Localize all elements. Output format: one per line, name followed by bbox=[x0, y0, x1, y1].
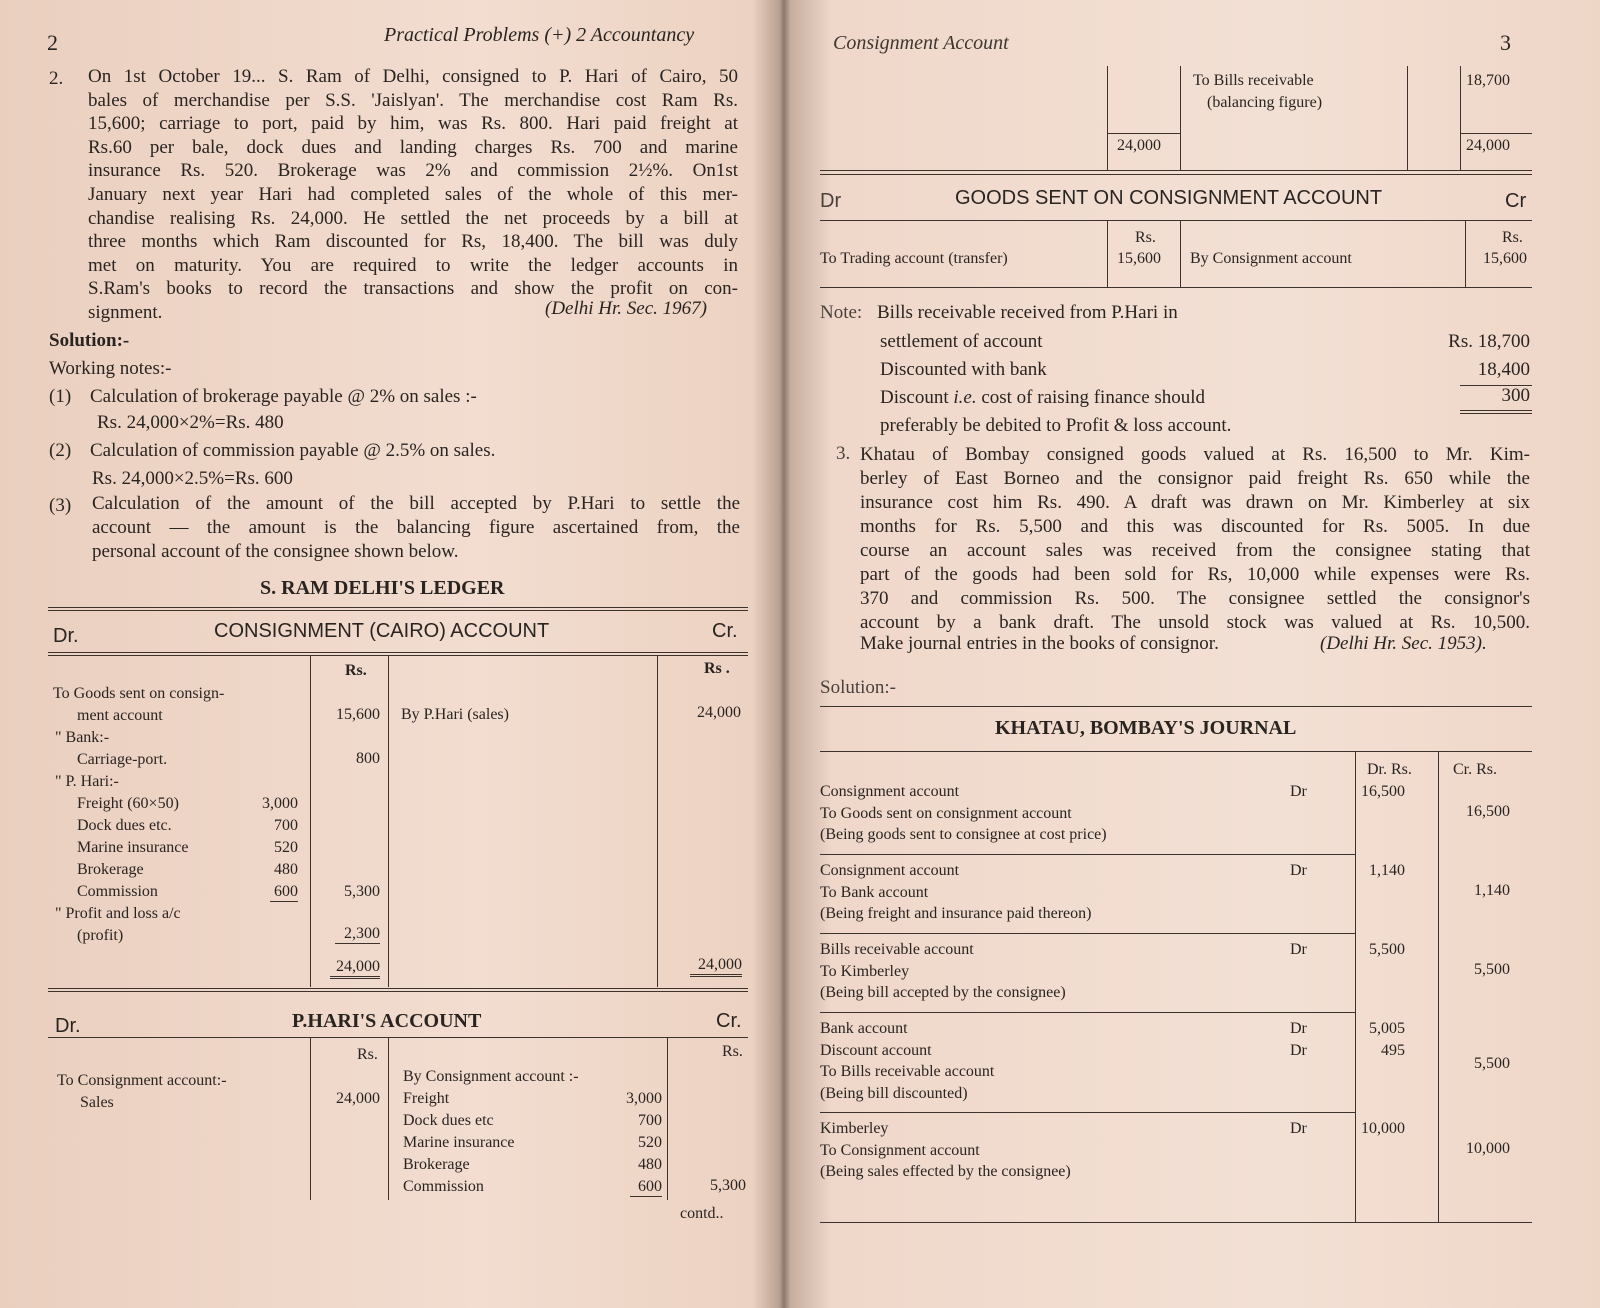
journal-line: Consignment account bbox=[820, 783, 960, 800]
problem-text bbox=[88, 65, 738, 325]
rule bbox=[820, 170, 1532, 171]
credit-amount: 1,140 bbox=[1474, 881, 1510, 899]
sub-amount: 3,000 bbox=[262, 795, 298, 812]
rule bbox=[48, 988, 748, 989]
note-amount: 18,400 bbox=[1477, 359, 1530, 380]
journal-line: (Being bill accepted by the consignee) bbox=[820, 984, 1066, 1001]
contd-label: contd.. bbox=[680, 1205, 724, 1222]
rs-header: Rs. bbox=[1502, 229, 1523, 246]
sub-amount: 520 bbox=[274, 839, 298, 856]
credit-amount: 24,000 bbox=[697, 704, 741, 721]
rule bbox=[48, 610, 748, 611]
rule bbox=[820, 1112, 1355, 1113]
rule bbox=[1460, 133, 1532, 134]
rule bbox=[1460, 410, 1532, 411]
page-number: 3 bbox=[1500, 30, 1511, 55]
debit-line: Carriage-port. bbox=[77, 751, 168, 768]
debit-amount: 5,500 bbox=[1369, 941, 1405, 958]
column-rule bbox=[1460, 66, 1461, 170]
problem-last-line: Make journal entries in the books of consignor. bbox=[860, 633, 1219, 654]
problem-line: 370 and commission Rs. 500. The consignee settled the consignor's bbox=[860, 588, 1530, 609]
problem-line: S.Ram's books to record the transactions and show the profit on con- bbox=[88, 278, 738, 300]
amount: 5,300 bbox=[344, 883, 380, 900]
note-3-line: account — the amount is the balancing figure ascertained from, the bbox=[92, 517, 740, 538]
debit-total: 24,000 bbox=[330, 958, 380, 979]
problem-number: 3. bbox=[836, 443, 851, 464]
credit-item: Brokerage bbox=[403, 1156, 470, 1173]
credit-item-amount: 700 bbox=[638, 1112, 662, 1129]
note-2-text: Calculation of commission payable @ 2.5% on sales. bbox=[90, 440, 496, 461]
problem-line: On 1st October 19... S. Ram of Delhi, consigned to P. Hari of Cairo, 50 bbox=[88, 66, 738, 87]
column-rule bbox=[1465, 221, 1466, 287]
problem-line: berley of East Borneo and the consignor paid freight Rs. 650 while the bbox=[860, 468, 1530, 489]
problem-source: (Delhi Hr. Sec. 1953). bbox=[1320, 633, 1487, 654]
debit-amount: 15,600 bbox=[1117, 250, 1161, 267]
debit-line: Freight (60×50) bbox=[77, 795, 179, 812]
dr-label: Dr. bbox=[53, 625, 79, 647]
debit-line: " P. Hari:- bbox=[55, 773, 119, 790]
credit-line: By Consignment account bbox=[1190, 250, 1352, 267]
rule bbox=[820, 751, 1532, 752]
carry-amount: 18,700 bbox=[1466, 72, 1510, 89]
debit-line: Brokerage bbox=[77, 861, 144, 878]
column-rule bbox=[1407, 66, 1408, 170]
journal-line: To Bills receivable account bbox=[820, 1063, 995, 1080]
dr-marker: Dr bbox=[1290, 941, 1307, 958]
journal-line: (Being goods sent to consignee at cost price) bbox=[820, 826, 1107, 843]
debit-amount: 5,005 bbox=[1369, 1020, 1405, 1037]
note-amount: Rs. 18,700 bbox=[1448, 331, 1530, 352]
debit-line: To Consignment account:- bbox=[57, 1072, 227, 1089]
carry-line: To Bills receivable bbox=[1193, 72, 1314, 89]
carry-line: (balancing figure) bbox=[1207, 94, 1323, 111]
problem-line: course an account sales was received from the consignee stating that bbox=[860, 540, 1530, 561]
rule bbox=[820, 287, 1532, 288]
credit-item: Freight bbox=[403, 1090, 450, 1107]
sub-amount: 600 bbox=[270, 883, 298, 902]
note-2-number: (2) bbox=[49, 440, 72, 461]
credit-item-amount: 520 bbox=[638, 1134, 662, 1151]
journal-line: Discount account bbox=[820, 1041, 932, 1059]
journal-line: Kimberley bbox=[820, 1120, 889, 1137]
column-rule bbox=[1438, 752, 1439, 1222]
left-page bbox=[0, 0, 770, 1308]
problem-line: months for Rs. 5,500 and this was discounted for Rs. 5005. In due bbox=[860, 516, 1530, 537]
credit-item: Dock dues etc bbox=[403, 1112, 494, 1129]
credit-amount: 15,600 bbox=[1483, 250, 1527, 267]
rule bbox=[48, 1037, 748, 1038]
dr-marker: Dr bbox=[1290, 1120, 1307, 1137]
credit-amount: 5,500 bbox=[1474, 960, 1510, 978]
debit-amount: 1,140 bbox=[1369, 862, 1405, 879]
journal-line: To Goods sent on consignment account bbox=[820, 804, 1072, 822]
note-3-text bbox=[92, 492, 740, 564]
credit-total: 24,000 bbox=[690, 956, 742, 977]
rule bbox=[1460, 413, 1532, 414]
column-rule bbox=[657, 655, 658, 987]
debit-line: Marine insurance bbox=[77, 839, 189, 856]
journal-line: (Being sales effected by the consignee) bbox=[820, 1163, 1071, 1180]
account-title: CONSIGNMENT (CAIRO) ACCOUNT bbox=[214, 620, 550, 642]
debit-line: To Trading account (transfer) bbox=[820, 250, 1008, 267]
account-title: GOODS SENT ON CONSIGNMENT ACCOUNT bbox=[955, 187, 1383, 209]
debit-line: To Goods sent on consign- bbox=[53, 685, 225, 702]
rs-header: Rs . bbox=[704, 660, 730, 677]
journal-dr-header: Dr. Rs. bbox=[1367, 761, 1412, 778]
rule bbox=[820, 854, 1355, 855]
journal-line: (Being freight and insurance paid thereon) bbox=[820, 905, 1092, 922]
note-text-italic: i.e. bbox=[953, 387, 977, 408]
debit-amount: 10,000 bbox=[1361, 1120, 1405, 1137]
problem-line: bales of merchandise per S.S. 'Jaislyan'. The merchandise cost Ram Rs. bbox=[88, 89, 738, 111]
credit-head: By Consignment account :- bbox=[403, 1068, 579, 1085]
column-rule bbox=[310, 1038, 311, 1200]
note-1-calc: Rs. 24,000×2%=Rs. 480 bbox=[97, 412, 284, 433]
rule bbox=[820, 1222, 1532, 1223]
debit-line: (profit) bbox=[77, 927, 124, 944]
note-3-line: Calculation of the amount of the bill accepted by P.Hari to settle the bbox=[92, 493, 740, 514]
column-rule bbox=[1180, 66, 1181, 170]
journal-line: Consignment account bbox=[820, 862, 960, 879]
problem-line: account by a bank draft. The unsold stock was valued at Rs. 10,500. bbox=[860, 612, 1530, 633]
journal-line: (Being bill discounted) bbox=[820, 1084, 968, 1102]
amount: 800 bbox=[356, 750, 380, 767]
problem-line: met on maturity. You are required to write the ledger accounts in bbox=[88, 254, 738, 276]
debit-amount: 24,000 bbox=[336, 1090, 380, 1107]
credit-item: Marine insurance bbox=[403, 1134, 515, 1151]
column-rule bbox=[388, 1038, 389, 1200]
page-number: 2 bbox=[47, 30, 58, 55]
column-rule bbox=[310, 655, 311, 987]
rule bbox=[820, 1012, 1355, 1013]
credit-item-amount: 480 bbox=[638, 1156, 662, 1173]
note-line: Discounted with bank bbox=[880, 359, 1047, 380]
problem-line: chandise realising Rs. 24,000. He settled the net proceeds by a bill at bbox=[88, 207, 738, 229]
rule bbox=[1107, 133, 1180, 134]
rule bbox=[820, 933, 1355, 934]
right-page bbox=[790, 0, 1600, 1308]
credit-item-amount: 600 bbox=[630, 1178, 662, 1197]
problem-source: (Delhi Hr. Sec. 1967) bbox=[545, 298, 707, 319]
rule bbox=[820, 220, 1532, 221]
credit-amount: 10,000 bbox=[1466, 1139, 1510, 1157]
note-3-line: personal account of the consignee shown below. bbox=[92, 541, 459, 562]
credit-amount: 5,500 bbox=[1474, 1055, 1510, 1072]
note-2-calc: Rs. 24,000×2.5%=Rs. 600 bbox=[92, 468, 293, 489]
column-rule bbox=[1107, 221, 1108, 287]
solution-label: Solution:- bbox=[820, 677, 897, 698]
journal-line: To Consignment account bbox=[820, 1141, 980, 1159]
debit-line: ment account bbox=[77, 707, 163, 724]
rs-header: Rs. bbox=[1135, 229, 1156, 246]
amount: 15,600 bbox=[336, 706, 380, 723]
dr-label: Dr bbox=[820, 190, 842, 212]
note-label: Note: bbox=[820, 302, 863, 323]
column-rule bbox=[667, 1038, 668, 1200]
column-rule bbox=[1355, 752, 1356, 1222]
rs-header: Rs. bbox=[345, 662, 367, 679]
problem-line: Khatau of Bombay consigned goods valued at Rs. 16,500 to Mr. Kim- bbox=[860, 444, 1530, 465]
rs-header: Rs. bbox=[357, 1046, 378, 1063]
running-header: Consignment Account bbox=[833, 32, 1009, 54]
note-line: Bills receivable received from P.Hari in bbox=[877, 302, 1178, 323]
problem-line: signment. bbox=[88, 301, 163, 323]
credit-item-amount: 3,000 bbox=[626, 1090, 662, 1107]
column-rule bbox=[388, 655, 389, 987]
debit-line: Commission bbox=[77, 883, 158, 900]
cr-label: Cr. bbox=[712, 620, 738, 642]
rule bbox=[820, 706, 1532, 707]
rule bbox=[48, 991, 748, 992]
problem-number: 2. bbox=[49, 68, 64, 89]
problem-text bbox=[860, 443, 1530, 635]
problem-line: Rs.60 per bale, dock dues and landing charges Rs. 700 and marine bbox=[88, 136, 738, 158]
dr-label: Dr. bbox=[55, 1015, 81, 1037]
note-text: Discount bbox=[880, 387, 954, 408]
credit-amount: 16,500 bbox=[1466, 802, 1510, 820]
dr-marker: Dr bbox=[1290, 862, 1307, 879]
rule bbox=[48, 652, 748, 653]
rule bbox=[48, 607, 748, 608]
note-1-number: (1) bbox=[49, 386, 72, 407]
debit-line: Dock dues etc. bbox=[77, 817, 172, 834]
problem-line: three months which Ram discounted for Rs, 18,400. The bill was duly bbox=[88, 231, 738, 253]
debit-line: " Profit and loss a/c bbox=[55, 905, 181, 922]
credit-total: 5,300 bbox=[710, 1177, 746, 1194]
problem-line: part of the goods had been sold for Rs, 10,000 while expenses were Rs. bbox=[860, 564, 1530, 585]
journal-title: KHATAU, BOMBAY'S JOURNAL bbox=[995, 717, 1297, 739]
running-header: Practical Problems (+) 2 Accountancy bbox=[384, 24, 695, 46]
credit-line: By P.Hari (sales) bbox=[401, 706, 509, 723]
column-rule bbox=[1180, 221, 1181, 287]
solution-label: Solution:- bbox=[49, 330, 130, 351]
journal-line: To Kimberley bbox=[820, 962, 910, 980]
note-3-number: (3) bbox=[49, 495, 72, 516]
rule bbox=[820, 174, 1532, 175]
credit-item: Commission bbox=[403, 1178, 484, 1195]
journal-cr-header: Cr. Rs. bbox=[1453, 761, 1498, 778]
cr-label: Cr bbox=[1505, 190, 1527, 212]
note-line: preferably be debited to Profit & loss account. bbox=[880, 415, 1232, 436]
ledger-title: S. RAM DELHI'S LEDGER bbox=[260, 577, 505, 599]
note-amount: 300 bbox=[1501, 385, 1530, 406]
note-1-text: Calculation of brokerage payable @ 2% on sales :- bbox=[90, 386, 477, 407]
sub-amount: 700 bbox=[274, 817, 298, 834]
problem-line: insurance Rs. 520. Brokerage was 2% and commission 2½%. On1st bbox=[88, 160, 738, 182]
debit-line: Sales bbox=[80, 1094, 114, 1111]
note-text: cost of raising finance should bbox=[976, 387, 1206, 408]
note-line: settlement of account bbox=[880, 331, 1043, 352]
journal-line: Bills receivable account bbox=[820, 941, 974, 958]
carry-total: 24,000 bbox=[1466, 137, 1510, 154]
carry-total: 24,000 bbox=[1117, 137, 1161, 154]
journal-line: To Bank account bbox=[820, 883, 929, 901]
dr-marker: Dr bbox=[1290, 1041, 1307, 1059]
rs-header: Rs. bbox=[722, 1043, 743, 1060]
amount: 2,300 bbox=[335, 925, 380, 944]
problem-line: insurance cost him Rs. 490. A draft was drawn on Mr. Kimberley at six bbox=[860, 492, 1530, 513]
column-rule bbox=[1107, 66, 1108, 170]
debit-line: " Bank:- bbox=[55, 729, 110, 746]
journal-line: Bank account bbox=[820, 1020, 908, 1037]
dr-marker: Dr bbox=[1290, 783, 1307, 800]
debit-amount: 16,500 bbox=[1361, 783, 1405, 800]
account-title: P.HARI'S ACCOUNT bbox=[292, 1010, 482, 1032]
rule bbox=[48, 655, 748, 656]
debit-amount: 495 bbox=[1381, 1041, 1405, 1059]
dr-marker: Dr bbox=[1290, 1020, 1307, 1037]
problem-line: January next year Hari had completed sales of the whole of this mer- bbox=[88, 183, 738, 205]
problem-line: 15,600; carriage to port, paid by him, was Rs. 800. Hari paid freight at bbox=[88, 113, 738, 135]
note-line bbox=[880, 387, 1205, 409]
sub-amount: 480 bbox=[274, 861, 298, 878]
working-notes-label: Working notes:- bbox=[49, 358, 172, 379]
cr-label: Cr. bbox=[716, 1010, 742, 1032]
